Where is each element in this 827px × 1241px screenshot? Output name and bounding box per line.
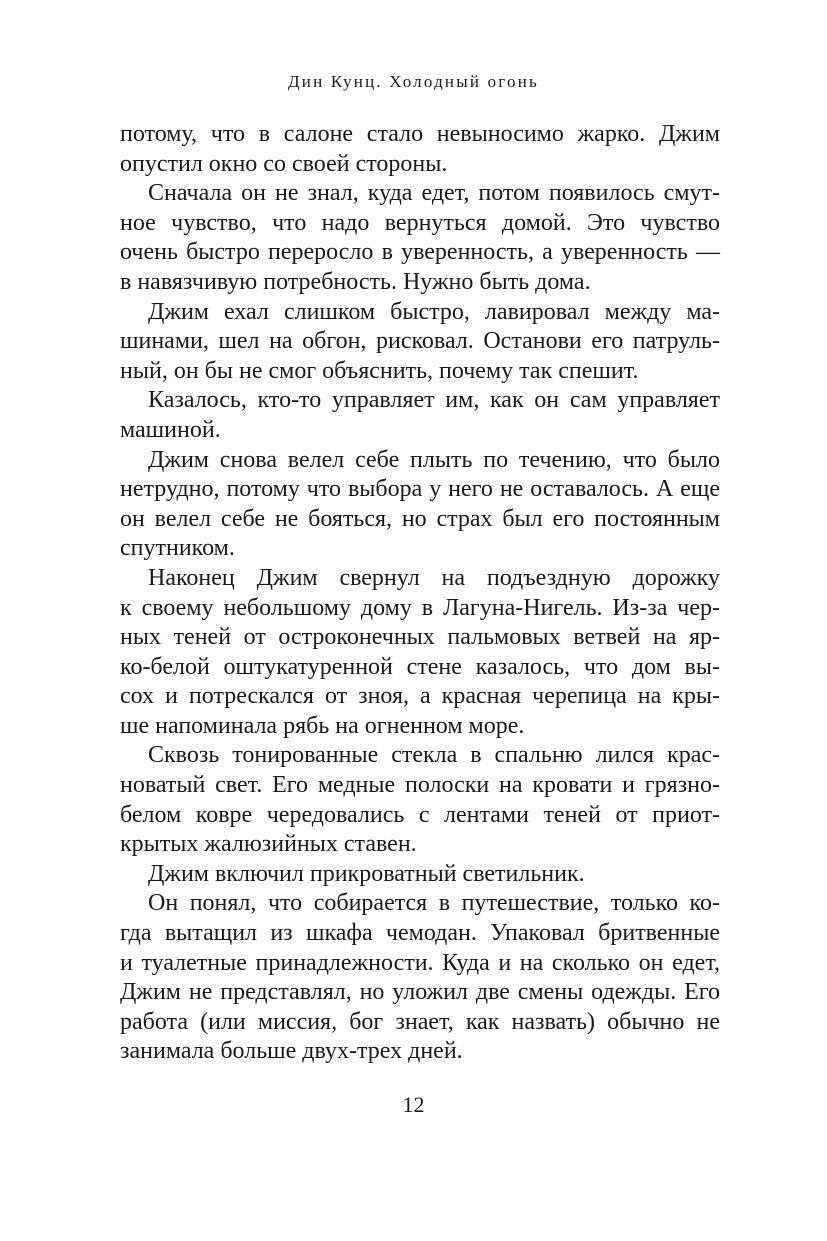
page-number: 12	[402, 1092, 425, 1117]
text-line: новатый свет. Его медные полоски на кровати и грязно-	[120, 772, 720, 799]
text-line: он велел себе не бояться, но страх был его постоянным	[120, 505, 720, 532]
text-line: работа (или миссия, бог знает, как назвать) обычно не	[120, 1008, 720, 1035]
text-line: и туалетные принадлежности. Куда и на сколько он едет,	[120, 949, 720, 976]
text-line: ный, он бы не смог объяснить, почему так спешит.	[120, 357, 639, 384]
text-line: Джим ехал слишком быстро, лавировал между ма-	[148, 298, 720, 325]
text-line: в навязчивую потребность. Нужно быть дома.	[120, 268, 591, 295]
paragraph	[120, 446, 720, 564]
paragraph	[120, 120, 720, 179]
text-line: Джим снова велел себе плыть по течению, что было	[148, 446, 720, 473]
text-line: к своему небольшому дому в Лагуна-Нигель. Из-за чер-	[120, 594, 720, 621]
text-line: шинами, шел на обгон, рисковал. Останови его патруль-	[120, 328, 720, 355]
text-line: машиной.	[120, 416, 221, 443]
paragraph	[120, 860, 720, 890]
text-line: гда вытащил из шкафа чемодан. Упаковал бритвенные	[120, 920, 720, 947]
text-line: Наконец Джим свернул на подъездную дорожку	[148, 564, 720, 591]
paragraph	[120, 298, 720, 387]
text-line: сох и потрескался от зноя, а красная черепица на кры-	[120, 683, 720, 710]
paragraph	[120, 564, 720, 742]
text-line: ных теней от остроконечных пальмовых ветвей на яр-	[120, 624, 720, 651]
body-text	[120, 120, 720, 1067]
text-line: потому, что в салоне стало невыносимо жарко. Джим	[120, 121, 720, 147]
text-line: Он понял, что собирается в путешествие, только ко-	[148, 890, 720, 917]
text-line: ное чувство, что надо вернуться домой. Это чувство	[120, 209, 720, 236]
paragraph	[120, 386, 720, 445]
text-line: крытых жалюзийных ставен.	[120, 831, 417, 858]
text-line: занимала больше двух-трех дней.	[120, 1038, 463, 1065]
text-line: Сначала он не знал, куда едет, потом появилось смут-	[148, 180, 720, 207]
paragraph	[120, 179, 720, 297]
paragraph	[120, 889, 720, 1067]
text-line: Казалось, кто-то управляет им, как он сам управляет	[148, 387, 720, 414]
text-line: ко-белой оштукатуренной стене казалось, что дом вы-	[120, 653, 720, 680]
text-line: очень быстро переросло в уверенность, а уверенность —	[120, 239, 720, 266]
text-line: опустил окно со своей стороны.	[120, 150, 448, 177]
text-line: белом ковре чередовались с лентами теней от приот-	[120, 801, 720, 828]
paragraph	[120, 741, 720, 859]
running-head: Дин Кунц. Холодный огонь	[288, 72, 539, 91]
text-line: нетрудно, потому что выбора у него не оставалось. А еще	[120, 476, 720, 503]
text-line: Джим не представлял, но уложил две смены одежды. Его	[120, 979, 720, 1006]
text-line: Сквозь тонированные стекла в спальню лился крас-	[148, 742, 720, 769]
text-line: спутником.	[120, 535, 235, 562]
text-line: ше напоминала рябь на огненном море.	[120, 712, 525, 739]
text-line: Джим включил прикроватный светильник.	[148, 860, 585, 887]
